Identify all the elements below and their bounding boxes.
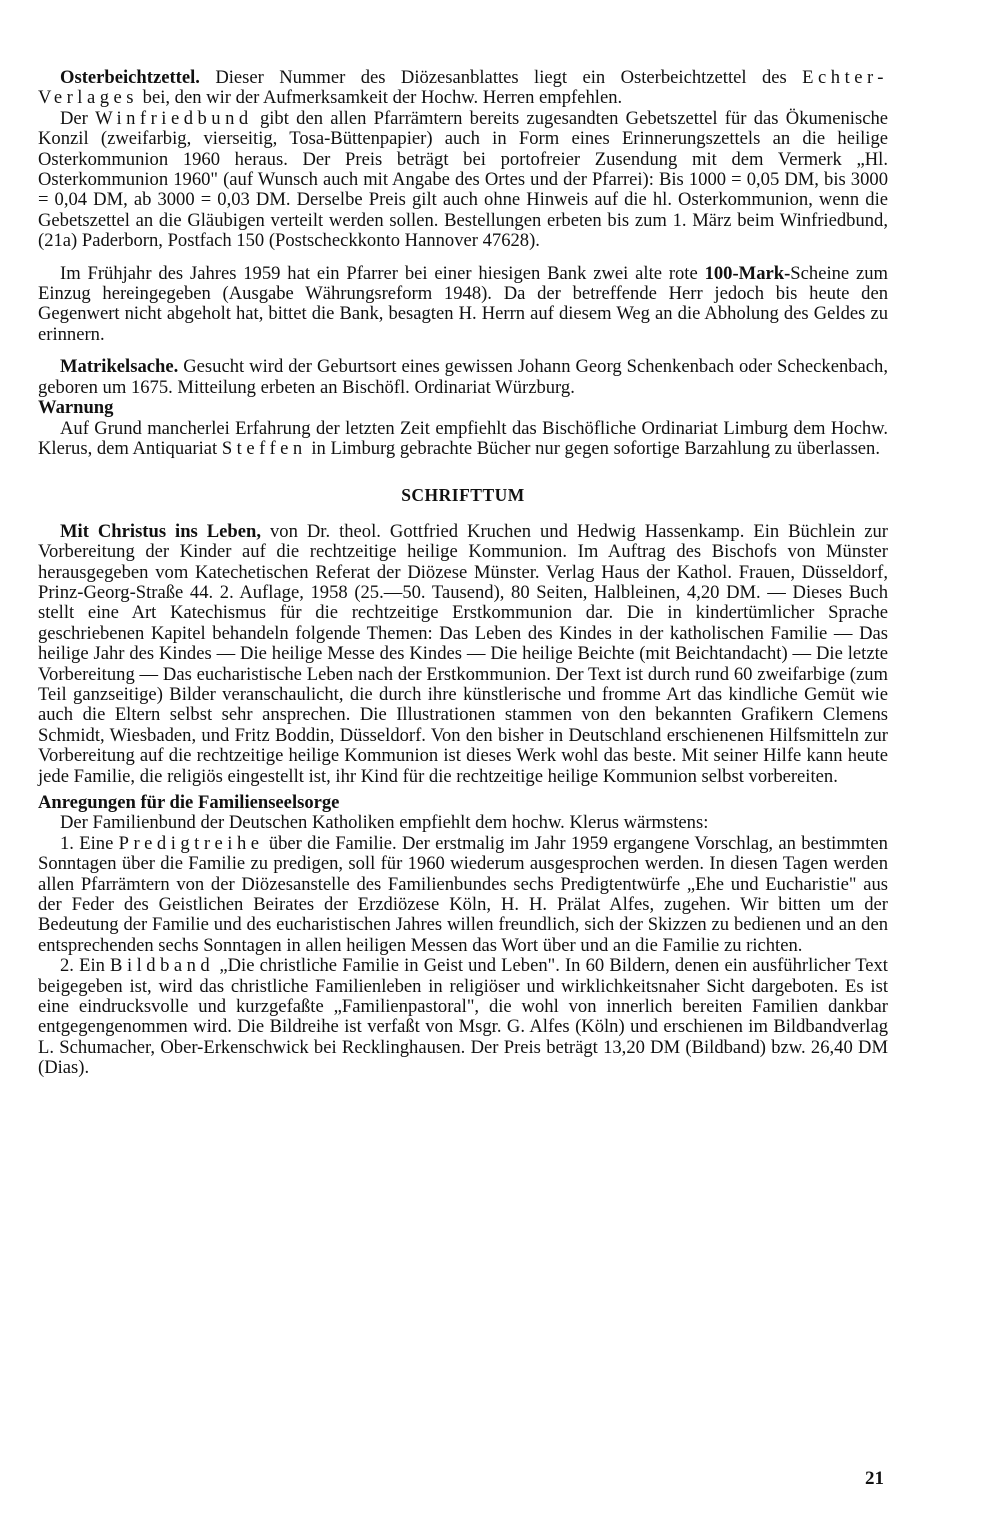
warnung-heading: Warnung [38, 397, 114, 419]
notice-winfriedbund [38, 109, 888, 252]
familienseelsorge-heading: Anregungen für die Familienseelsorge [38, 792, 340, 813]
notice-text: Scheine zum Einzug hereingegeben (Ausgabe Währungsreform 1948). Da der betreffende Herr jedoch bis heute den Gegenwert nicht abgeholt hat, bittet die Bank, besagten H. Herrn auf diesem Weg an die Abholung des Geldes zu erinnern. [38, 262, 888, 345]
notice-osterbeichtzettel [38, 68, 888, 109]
list-item-bildband [38, 956, 888, 1078]
notice-text: bei, den wir der Aufmerksamkeit der Hochw. Herren empfehlen. [142, 87, 623, 109]
item-text: 1. Eine [60, 832, 114, 854]
item-text: über die Familie. Der erstmalig im Jahr 1959 ergangene Vorschlag, an bestimmten Sonntagen über die Familie zu predigen, soll für 1960 wiederum ausgesprochen werden. In diesen Tagen werden allen Pfarrämtern von der Diözesanstelle des Familienbundes sechs Predigtentwürfe „Ehe und Eucharistie" aus der Feder des Geistlichen Beirates der Erzdiözese Köln, H. H. Prälat Alfes, zugehen. Wir bitten um der Bedeutung der Familie und des eucharistischen Jahres willen freundlich, sich der Skizzen zu bedienen und an den entsprechenden sechs Sonntagen in allen heiligen Messen das Wort über und an die Familie zu richten. [38, 832, 888, 956]
item-text: „Die christliche Familie in Geist und Leben". In 60 Bildern, denen ein ausführlicher Text beigegeben ist, wird das christliche Familienleben in religiöser und wirklichkeitsnaher Sicht dargeboten. Es ist eine eindrucksvolle und kurzgefaßte „Familienpastoral", die wohl von innerlich bereiten Familien dankbar entgegengenommen wird. Die Bildreihe ist verfaßt von Msgr. G. Alfes (Köln) und erschienen im Bildbandverlag L. Schumacher, Ober-Erkenschwick bei Recklinghausen. Der Preis beträgt 13,20 DM (Bildband) bzw. 26,40 DM (Dias). [38, 955, 888, 1079]
notice-text: Auf Grund mancherlei Erfahrung der letzten Zeit empfiehlt das Bischöfliche Ordinariat Limburg dem Hochw. Klerus, dem Antiquariat [38, 417, 888, 459]
book-title: Mit Christus ins Leben, [60, 520, 262, 542]
spaced-emphasis: Steffen [221, 437, 307, 459]
notice-heading: Osterbeichtzettel. [60, 67, 200, 88]
notice-warnung [38, 419, 888, 460]
list-item-predigtreihe [38, 834, 888, 956]
notice-text: Gesucht wird der Geburtsort eines gewissen Johann Georg Schenkenbach oder Scheckenbach, geboren um 1675. Mitteilung erbeten an Bischöfl. Ordinariat Würzburg. [38, 356, 888, 398]
spaced-emphasis: Predigtreihe [118, 832, 264, 854]
section-heading-schrifttum: SCHRIFTTUM [401, 485, 525, 506]
item-text: 2. Ein [60, 955, 105, 977]
bold-term: 100-Mark- [704, 262, 791, 284]
book-review [38, 522, 888, 787]
familienseelsorge-intro: Der Familienbund der Deutschen Katholiken empfiehlt dem hochw. Klerus wärmstens: [60, 812, 709, 834]
book-review-text: von Dr. theol. Gottfried Kruchen und Hedwig Hassenkamp. Ein Büchlein zur Vorbereitung der Kinder auf die rechtzeitige heilige Kommunion. Im Auftrag des Bischofs von Münster herausgegeben vom Katechetischen Referat der Diözese Münster. Verlag Haus der Kathol. Frauen, Düsseldorf, Prinz-Georg-Straße 44. 2. Auflage, 1958 (25.—50. Tausend), 80 Seiten, Halbleinen, 4,20 DM. — Dieses Buch stellt eine Art Katechismus für die rechtzeitige Erstkommunion dar. Die in kindertümlicher Sprache geschriebenen Kapitel behandeln folgende Themen: Das Leben des Kindes in der katholischen Familie — Das heilige Jahr des Kindes — Die heilige Messe des Kindes — Die heilige Beichte (mit Beichtandacht) — Die letzte Vorbereitung — Das eucharistische Leben nach der Erstkommunion. Der Text ist durch rund 60 zweifarbige (zum Teil ganzseitige) Bilder veranschaulicht, die durch ihre künstlerische und fromme Art das kindliche Gemüt wie auch die Eltern selbst sehr ansprechen. Die Illustrationen stammen von den bekannten Grafikern Clemens Schmidt, Wiesbaden, und Fritz Boddin, Düsseldorf. Von den bisher in Deutschland erschienenen Hilfsmitteln zur Vorbereitung auf die rechtzeitige heilige Kommunion ist dieses Werk wohl das beste. Mit seiner Hilfe kann heute jede Familie, die religiös eingestellt ist, ihr Kind für die rechtzeitige heilige Kommunion selbst vorbereiten. [38, 520, 888, 787]
notice-text: gibt den allen Pfarrämtern bereits zugesandten Gebetszettel für das Ökumenische Konzil (zweifarbig, vierseitig, Tosa-Büttenpapier) auch in Form eines Erinnerungszettels an die heilige Osterkommunion 1960 heraus. Der Preis beträgt bei portofreier Zusendung mit dem Vermerk „Hl. Osterkommunion 1960" (auf Wunsch auch mit Angabe des Ortes und der Pfarrei): Bis 1000 = 0,05 DM, bis 3000 = 0,04 DM, ab 3000 = 0,03 DM. Derselbe Preis gilt auch ohne Hinweis auf die hl. Osterkommunion, wenn die Gebetszettel an die Gläubigen verteilt werden sollen. Bestellungen erbeten bis zum 1. März beim Winfriedbund, (21a) Paderborn, Postfach 150 (Postscheckkonto Hannover 47628). [38, 107, 889, 252]
notice-text: in Limburg gebrachte Bücher nur gegen sofortige Barzahlung zu überlassen. [311, 437, 881, 459]
spaced-emphasis: Echter-Verlages [38, 67, 888, 109]
page-number: 21 [865, 1468, 884, 1489]
notice-text: Der [60, 107, 88, 129]
notice-text: Dieser Nummer des Diözesanblattes liegt ein Osterbeichtzettel des [215, 67, 787, 88]
spaced-emphasis: Winfriedbund [95, 107, 253, 129]
spaced-emphasis: Bildband [110, 955, 215, 977]
notice-bank [38, 264, 888, 346]
notice-matrikelsache [38, 357, 888, 398]
notice-heading: Matrikelsache. [60, 356, 179, 378]
notice-text: Im Frühjahr des Jahres 1959 hat ein Pfarrer bei einer hiesigen Bank zwei alte rote [60, 262, 698, 284]
